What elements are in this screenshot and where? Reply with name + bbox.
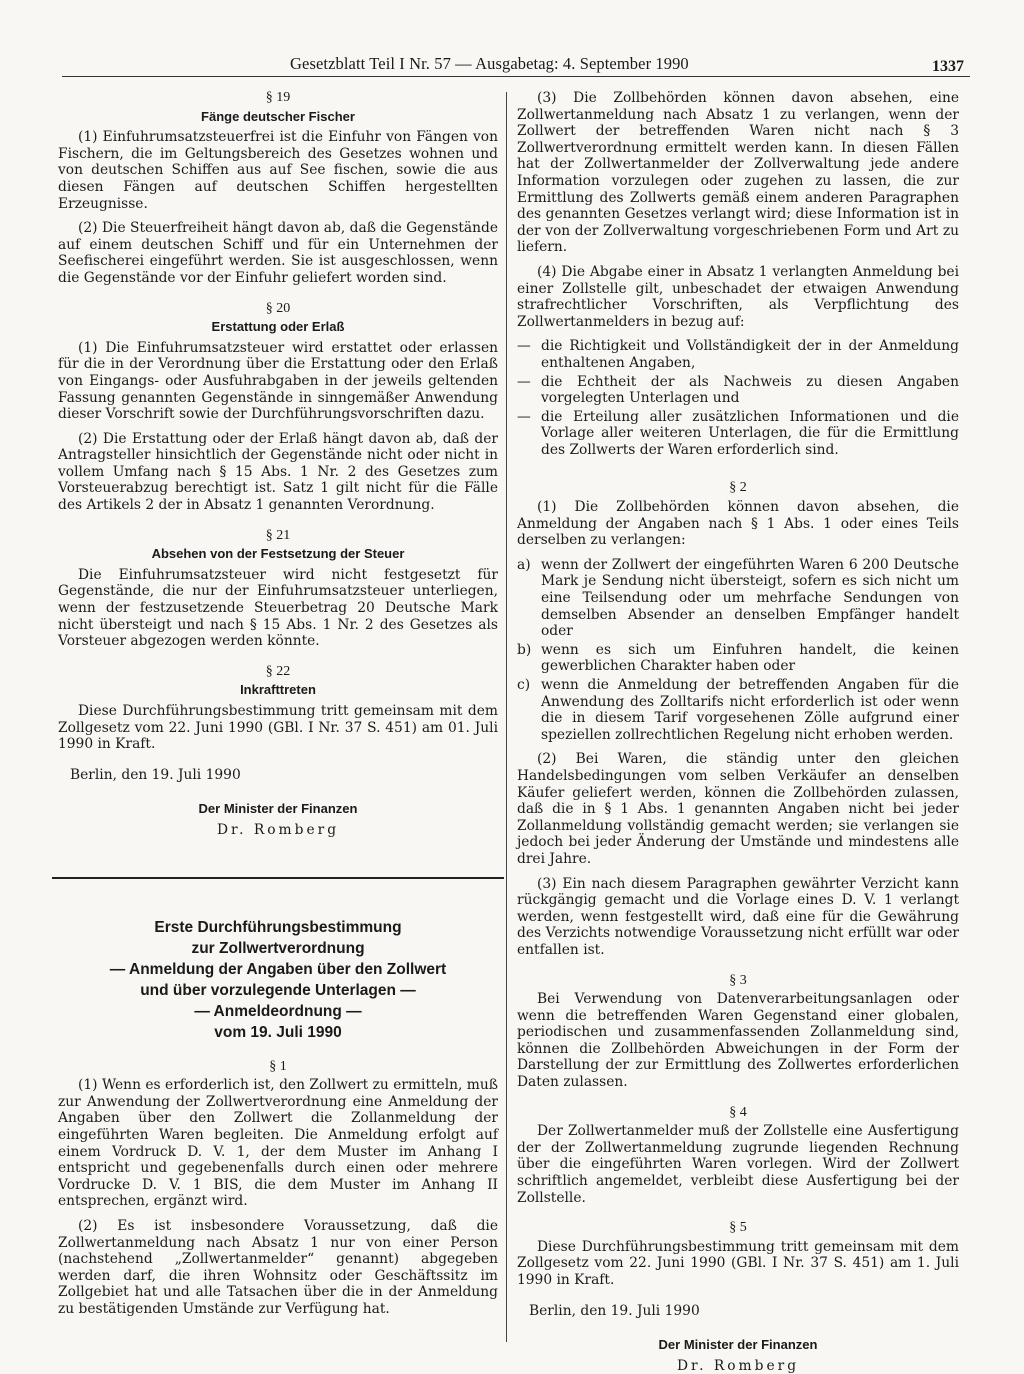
section-heading: Erstattung oder Erlaß (211, 319, 345, 335)
list-marker: — (517, 373, 531, 390)
paragraph: Bei Verwendung von Datenverarbeitungsanlagen oder wenn die betreffenden Waren Gegenstand einer globalen, periodischen und zusammenfassenden Zollanmeldung sind, können die Zollbehörden Abweichungen in der Form der Darstellung der zur Ermittlung des Zollwertes erforderlichen Daten zulassen. (517, 991, 959, 1091)
section-number: § 19 (265, 90, 291, 105)
section-number: § 21 (265, 527, 291, 543)
section-4 (517, 1105, 959, 1207)
paragraph: (2) Die Erstattung oder der Erlaß hängt davon ab, daß der Antragsteller hinsichtlich der Gegenstände nicht oder nicht in vollem Umfang nach § 15 Abs. 1 Nr. 2 des Gesetzes zum Vorsteuerabzug berechtigt ist. Satz 1 gilt nicht für die Fälle des Artikels 2 der in Absatz 1 genannten Verordnung. (58, 430, 498, 514)
list-marker: — (517, 338, 531, 355)
section-number: § 2 (729, 480, 747, 496)
title-line: zur Zollwertverordnung (191, 939, 365, 957)
list-item (517, 374, 959, 407)
paragraph: Die Einfuhrumsatzsteuer wird nicht festgesetzt für Gegenstände, die nur der Einfuhrumsatzsteuer unterliegen, wenn der festzusetzende Steuerbetrag 20 Deutsche Mark nicht übersteigt und nach § 15 Abs. 1 Nr. 2 des Gesetzes als Vorsteuer abgezogen werden könnte. (58, 566, 498, 650)
list-marker: c) (517, 677, 531, 693)
paragraph: (1) Die Einfuhrumsatzsteuer wird erstattet oder erlassen für die in der Verordnung über die Erstattung oder den Erlaß von Eingangs- oder Ausfuhrabgaben in der jeweils geltenden Fassung genannten Gegenstände in sinngemäßer Anwendung dieser Vorschrift sowie der Durchführungsvorschriften dazu. (58, 339, 498, 423)
paragraph: (2) Die Steuerfreiheit hängt davon ab, daß die Gegenstände auf einem deutschen Schiff und für ein Unternehmen der Seefischerei eingeführt werden. Sie ist ausgeschlossen, wenn die Gegenstände vor der Einfuhr geliefert worden sind. (58, 220, 498, 286)
signature-name: Dr. Romberg (216, 821, 340, 838)
left-column (58, 90, 498, 1331)
page-number: 1337 (932, 58, 964, 75)
list-item-text: die Richtigkeit und Vollständigkeit der in der Anmeldung enthaltenen Angaben, (541, 338, 959, 371)
section-21 (58, 528, 498, 650)
paragraph: (3) Die Zollbehörden können davon absehen, eine Zollwertanmeldung nach Absatz 1 zu verlangen, wenn der Zollwert der betreffenden Waren nicht nach § 3 Zollwertverordnung ermittelt werden kann. In diesen Fällen hat der Zollwertanmelder der Zollverwaltung jede andere Information vorzulegen oder zugehen zu lassen, die zur Ermittlung des Zollwerts gemäß einem anderen Paragraphen des genannten Gesetzes verlangt wird; diese Information ist in der von der Zollverwaltung vorgeschriebenen Form und Art zu liefern. (517, 90, 959, 256)
list-item-text: wenn die Anmeldung der betreffenden Angaben für die Anwendung des Zolltarifs nicht erforderlich ist oder wenn die in diesem Tarif vorgesehenen Zölle aufgrund einer speziellen zollrechtlichen Regelung nicht erhoben werden. (541, 677, 959, 743)
list-item-text: die Erteilung aller zusätzlichen Informationen und die Vorlage aller weiteren Unterlagen, die für die Ermittlung des Zollwerts der Waren erforderlich sind. (541, 408, 959, 458)
signature-name: Dr. Romberg (676, 1357, 800, 1374)
section-3 (517, 973, 959, 1091)
list-item (517, 642, 959, 675)
list-marker: — (517, 408, 531, 425)
place-date: Berlin, den 19. Juli 1990 (529, 1302, 700, 1319)
paragraph: (2) Es ist insbesondere Voraussetzung, daß die Zollwertanmeldung nach Absatz 1 nur von einer Person (nachstehend „Zollwertanmelder“ genannt) abgegeben werden darf, die ihren Wohnsitz oder Geschäftssitz im Zollgebiet hat und alle Tatsachen über die in der Anmeldung zu bestätigenden Umstände zur Verfügung hat. (58, 1217, 498, 1317)
list-item-text: die Echtheit der als Nachweis zu diesen Angaben vorgelegten Unterlagen und (541, 373, 959, 407)
section-number: § 20 (265, 300, 291, 316)
place-date: Berlin, den 19. Juli 1990 (70, 766, 241, 783)
section-1 (58, 1059, 498, 1318)
list-item-text: wenn es sich um Einfuhren handelt, die keinen gewerblichen Charakter haben oder (541, 641, 959, 675)
section-number: § 5 (729, 1220, 747, 1236)
section-5 (517, 1220, 959, 1288)
section-number: § 22 (265, 663, 291, 679)
section-number: § 1 (269, 1058, 287, 1074)
title-line: — Anmeldeordnung — (194, 1002, 362, 1020)
section-2 (517, 480, 959, 958)
paragraph: Der Zollwertanmelder muß der Zollstelle eine Ausfertigung der der Zollwertanmeldung zugrunde liegenden Rechnung über die eingeführten Waren vorlegen. Wird der Zollwert schriftlich angemeldet, verbleibt diese Ausfertigung bei der Zollstelle. (517, 1123, 959, 1206)
paragraph: (1) Wenn es erforderlich ist, den Zollwert zu ermitteln, muß zur Anwendung der Zollwertverordnung eine Anmeldung der Angaben über den Zollwert die Zollanmeldung der eingeführten Waren begleiten. Die Anmeldung erfolgt auf einem Vordruck D. V. 1, der dem Muster im Anhang I entspricht und gegebenenfalls durch einen oder mehrere Vordrucke D. V. 1 BIS, die dem Muster im Anhang II entsprechen, ergänzt wird. (58, 1077, 498, 1210)
signature-title: Der Minister der Finanzen (198, 801, 358, 817)
list-item (517, 557, 959, 640)
title-line: — Anmeldung der Angaben über den Zollwert (109, 960, 447, 978)
section-heading: Inkrafttreten (240, 682, 316, 698)
paragraph: (4) Die Abgabe einer in Absatz 1 verlangten Anmeldung bei einer Zollstelle gilt, unbeschadet der etwaigen Anwendung strafrechtlicher Vorschriften, als Verpflichtung des Zollwertanmelders in bezug auf: (517, 263, 959, 330)
signature-title: Der Minister der Finanzen (658, 1337, 818, 1353)
page-header (62, 52, 970, 77)
list-item (517, 409, 959, 459)
section-heading: Absehen von der Festsetzung der Steuer (151, 546, 405, 562)
title-line: Erste Durchführungsbestimmung (154, 918, 402, 936)
paragraph: Diese Durchführungsbestimmung tritt gemeinsam mit dem Zollgesetz vom 22. Juni 1990 (GBl. I Nr. 37 S. 451) am 01. Juli 1990 in Kraft. (58, 703, 498, 753)
horizontal-rule (52, 877, 504, 879)
title-line: und über vorzulegende Unterlagen — (140, 981, 416, 999)
document-title (58, 917, 498, 1043)
section-number: § 3 (729, 972, 747, 988)
section-22 (58, 664, 498, 753)
alpha-list (517, 557, 959, 744)
dash-list (517, 338, 959, 458)
section-19 (58, 90, 498, 287)
section-heading: Fänge deutscher Fischer (201, 108, 355, 124)
section-20 (58, 301, 498, 514)
paragraph: (1) Die Zollbehörden können davon absehen, die Anmeldung der Angaben nach § 1 Abs. 1 oder eines Teils derselben zu verlangen: (517, 499, 959, 549)
paragraph: (2) Bei Waren, die ständig unter den gleichen Handelsbedingungen vom selben Verkäufer an denselben Käufer geliefert werden, können die Zollbehörden zulassen, daß die in § 1 Abs. 1 genannten Angaben nicht bei jeder Zollanmeldung vollständig gemacht werden; sie verlangen sie jedoch bei jeder Änderung der Umstände und mindestens alle drei Jahre. (517, 751, 959, 867)
column-divider (506, 92, 507, 1342)
title-line: vom 19. Juli 1990 (214, 1023, 342, 1041)
list-item (517, 677, 959, 743)
paragraph: Diese Durchführungsbestimmung tritt gemeinsam mit dem Zollgesetz vom 22. Juni 1990 (GBl. I Nr. 37 S. 451) am 1. Juli 1990 in Kraft. (517, 1238, 959, 1288)
paragraph: (1) Einfuhrumsatzsteuerfrei ist die Einfuhr von Fängen von Fischern, die im Geltungsbereich des Gesetzes wohnen und von deutschen Schiffen aus auf See fischen, sowie die aus diesen Fängen auf deutschen Schiffen hergestellten Erzeugnisse. (58, 129, 498, 212)
section-number: § 4 (729, 1104, 747, 1120)
right-column (517, 90, 959, 1374)
list-item-text: wenn der Zollwert der eingeführten Waren 6 200 Deutsche Mark je Sendung nicht übersteigt, sofern es sich nicht um eine Teilsendung oder um mehrfache Sendungen von demselben Absender an denselben Empfänger handelt oder (541, 556, 959, 640)
paragraph: (3) Ein nach diesem Paragraphen gewährter Verzicht kann rückgängig gemacht und die Vorlage eines D. V. 1 verlangt werden, wenn festgestellt wird, daß eine für die Gewährung des Verzichts notwendige Voraussetzung nicht erfüllt war oder entfallen ist. (517, 875, 959, 958)
list-marker: a) (517, 556, 531, 573)
header-title: Gesetzblatt Teil I Nr. 57 — Ausgabetag: 4. September 1990 (290, 54, 689, 73)
list-marker: b) (517, 641, 532, 658)
list-item (517, 338, 959, 371)
